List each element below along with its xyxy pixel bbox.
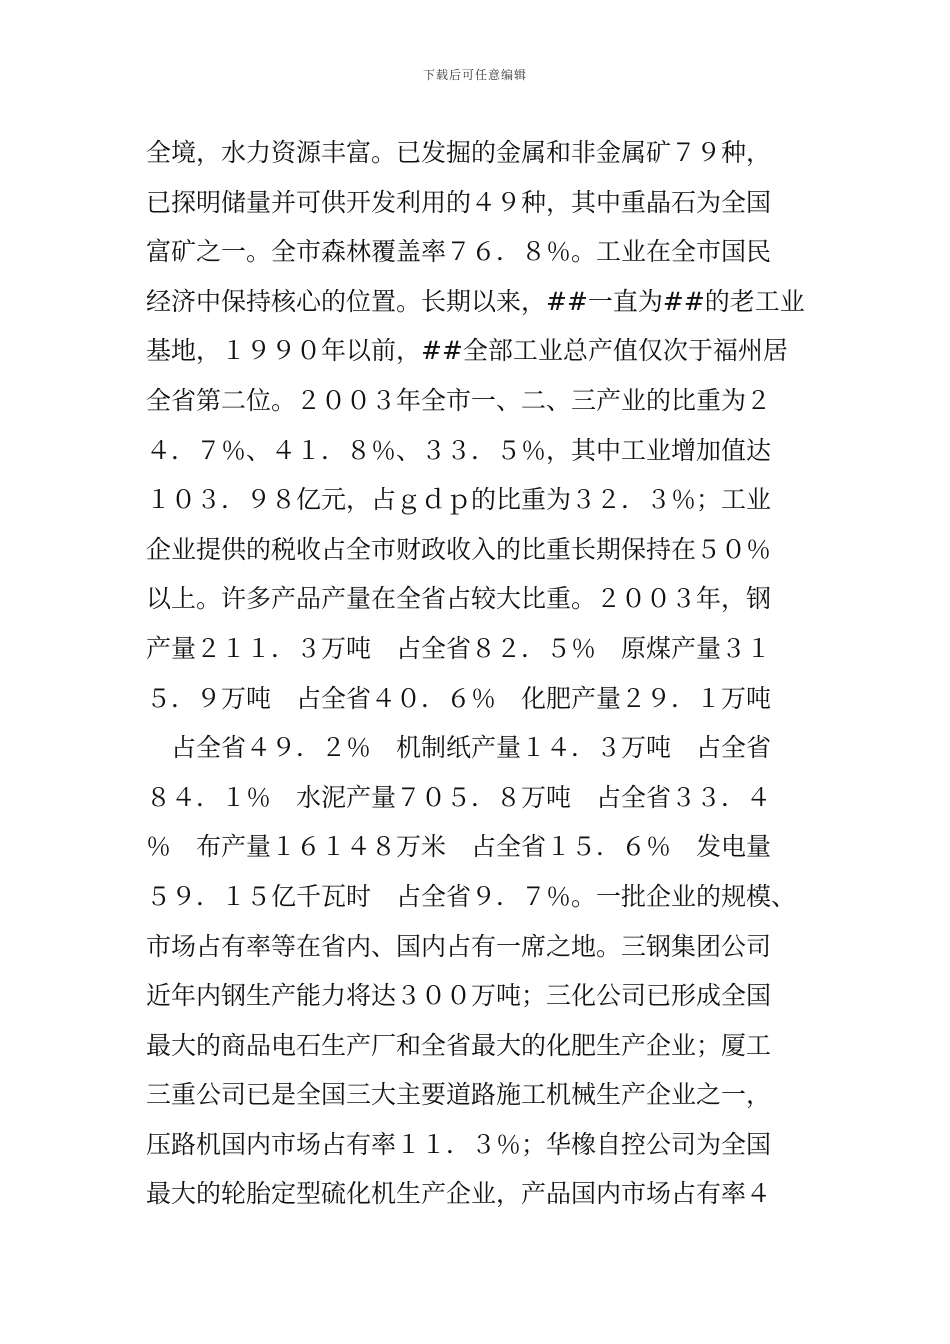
text-line: 全省第二位。２００３年全市一、二、三产业的比重为２ xyxy=(146,385,772,415)
page-header: 下载后可任意编辑 xyxy=(422,68,527,82)
text-line: 市场占有率等在省内、国内占有一席之地。三钢集团公司 xyxy=(146,931,772,961)
text-line: 压路机国内市场占有率１１．３％；华橡自控公司为全国 xyxy=(146,1129,772,1159)
text-line: ％ 布产量１６１４８万米 占全省１５．６％ 发电量 xyxy=(146,832,772,862)
text-line: ４．７％、４１．８％、３３．５％，其中工业增加值达 xyxy=(146,435,772,465)
text-line: 基地，１９９０年以前，##全部工业总产值仅次于福州居 xyxy=(146,336,788,366)
text-line: 占全省４９．２％ 机制纸产量１４．３万吨 占全省 xyxy=(146,733,772,763)
text-line: 已探明储量并可供开发利用的４９种，其中重晶石为全国 xyxy=(146,187,772,217)
text-line: 近年内钢生产能力将达３００万吨；三化公司已形成全国 xyxy=(146,981,772,1011)
text-line: １０３．９８亿元，占ｇｄｐ的比重为３２．３％；工业 xyxy=(146,485,772,515)
document-body xyxy=(146,128,866,1219)
text-line: 企业提供的税收占全市财政收入的比重长期保持在５０％ xyxy=(146,534,772,564)
text-line: 最大的轮胎定型硫化机生产企业，产品国内市场占有率４ xyxy=(146,1179,772,1209)
text-line: ５．９万吨 占全省４０．６％ 化肥产量２９．１万吨 xyxy=(146,683,772,713)
text-line: 全境，水力资源丰富。已发掘的金属和非金属矿７９种， xyxy=(146,138,772,167)
text-line: ８４．１％ 水泥产量７０５．８万吨 占全省３３．４ xyxy=(146,782,772,812)
text-line: 以上。许多产品产量在全省占较大比重。２００３年，钢 xyxy=(146,584,772,614)
text-line: 富矿之一。全市森林覆盖率７６．８％。工业在全市国民 xyxy=(146,237,772,267)
text-line: 最大的商品电石生产厂和全省最大的化肥生产企业；厦工 xyxy=(146,1030,772,1060)
text-line: ５９．１５亿千瓦时 占全省９．７％。一批企业的规模、 xyxy=(146,881,797,911)
text-line: 三重公司已是全国三大主要道路施工机械生产企业之一， xyxy=(146,1080,772,1110)
text-line: 经济中保持核心的位置。长期以来，##一直为##的老工业 xyxy=(146,286,805,316)
text-line: 产量２１１．３万吨 占全省８２．５％ 原煤产量３１ xyxy=(146,633,772,663)
